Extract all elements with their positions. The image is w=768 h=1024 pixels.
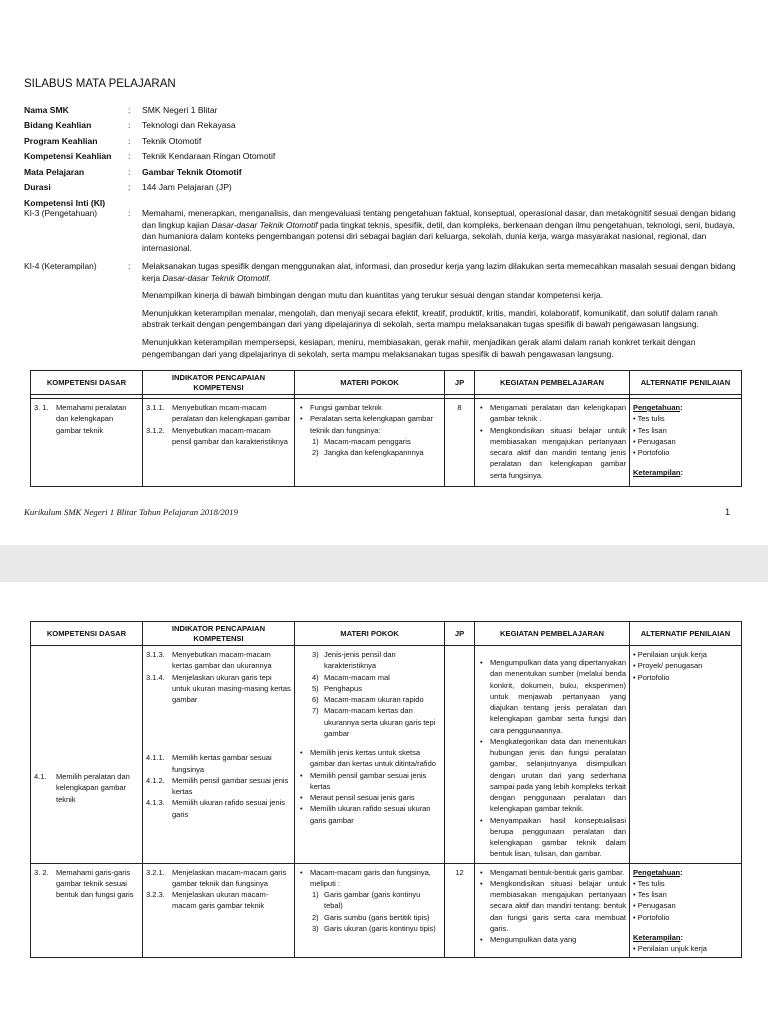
header-kegiatan: KEGIATAN PEMBELAJARAN	[475, 371, 630, 395]
materi-item: • Peralatan serta kelengkapan gambar teknik dan fungsinya:	[298, 413, 441, 436]
materi-sub-text: Macam-macam kertas dan ukurannya serta ukuran garis tepi gambar	[324, 706, 436, 738]
kegiatan-item: • Mengamati peralatan dan kelengkapan gambar teknik .	[478, 402, 626, 425]
info-value: Gambar Teknik Otomotif	[142, 166, 242, 177]
indikator-number: 4.1.2.	[146, 775, 165, 785]
info-key: Kompetensi Keahlian	[24, 151, 112, 162]
kd-text: Memilih peralatan dan kelengkapan gambar teknik	[56, 772, 130, 804]
kd-number: 4.1.	[34, 772, 47, 781]
table-row	[31, 399, 742, 487]
ki-colon: :	[128, 208, 131, 218]
materi-item: • Memilih ukuran rafido sesuai ukuran garis gambar	[298, 803, 441, 826]
penilaian-item: • Tes tulis	[633, 878, 665, 888]
penilaian-item: • Penugasan	[633, 901, 676, 911]
kd-number: 3. 2.	[34, 867, 49, 877]
materi-sub-number: 2)	[312, 912, 319, 922]
ki3-block	[24, 208, 744, 260]
indikator-text: Menjelaskan macam-macam garis gambar teknik dan fungsinya	[172, 867, 287, 888]
table-header-row	[31, 371, 742, 395]
kegiatan-item: • Mengkondisikan situasi belajar untuk membiasakan mengajukan pertanyaan secara aktif dan mandiri tentang: bentuk dan fungsi garis serta cara membuat garis.	[478, 878, 626, 934]
ki4-p2: Menampilkan kinerja di bawah bimbingan dengan mutu dan kuantitas yang terukur sesuai dengan standar kompetensi kerja.	[142, 290, 603, 301]
indikator-cell	[143, 399, 295, 487]
penilaian-heading: Keterampilan	[633, 932, 681, 942]
kd-cell	[31, 863, 143, 958]
info-row-field	[24, 118, 744, 134]
kegiatan-item: • Mengumpulkan data yang	[478, 934, 626, 945]
info-row-school	[24, 102, 744, 118]
kegiatan-item: • Mengamati bentuk-bentuk garis gambar.	[478, 867, 626, 878]
penilaian-cell: Pengetahuan: • Tes tulis • Tes lisan • Penugasan • Portofolio Keterampilan:	[630, 399, 742, 487]
header-kd: KOMPETENSI DASAR	[31, 371, 143, 395]
ki-heading: Kompetensi Inti (KI)	[24, 197, 106, 208]
penilaian-item: • Penilaian unjuk kerja	[633, 944, 707, 953]
info-value: 144 Jam Pelajaran (JP)	[142, 182, 232, 193]
indikator-cell	[143, 646, 295, 864]
document-title: SILABUS MATA PELAJARAN	[24, 78, 176, 90]
indikator-number: 3.2.1.	[146, 867, 165, 877]
kd-cell	[31, 646, 143, 864]
materi-sub-text: Jangka dan kelengkapannnya	[324, 448, 424, 457]
materi-cell	[295, 399, 445, 487]
indikator-text: Menyebutkan macam-macam kertas gambar dan ukurannya	[172, 650, 272, 671]
kd-cell	[31, 399, 143, 487]
info-key: Mata Pelajaran	[24, 166, 85, 177]
penilaian-item: • Portofolio	[633, 448, 670, 457]
page-number: 1	[725, 507, 730, 517]
materi-sub-number: 3)	[312, 650, 319, 659]
info-row-subject	[24, 164, 744, 180]
indikator-text: Menyebutkan mcam-macam peralatan dan kelengkapan gambar	[172, 403, 291, 424]
penilaian-item: • Proyek/ penugasan	[633, 661, 703, 671]
table-row	[31, 646, 742, 864]
indikator-text: Menyebutkan macam-macam pensil gambar dan karakteristiknya	[172, 425, 288, 446]
penilaian-cell: Pengetahuan: • Tes tulis • Tes lisan • Penugasan • Portofolio Keterampilan: • Penilaian unjuk kerja	[630, 863, 742, 958]
info-value: Teknologi dan Rekayasa	[142, 120, 236, 131]
header-penilaian: ALTERNATIF PENILAIAN	[630, 622, 742, 646]
header-kd: KOMPETENSI DASAR	[31, 622, 143, 646]
penilaian-item: • Penilaian unjuk kerja	[633, 650, 707, 659]
page-footer: Kurikulum SMK Negeri 1 Blitar Tahun Pelajaran 2018/2019	[24, 507, 238, 517]
syllabus-table-page2	[30, 621, 742, 958]
materi-sub-number: 1)	[312, 436, 319, 446]
info-value: Teknik Otomotif	[142, 135, 202, 146]
ki4-p1-b: .	[268, 272, 271, 283]
ki4-p4: Menunjukkan keterampilan mempersepsi, kesiapan, meniru, membiasakan, gerak mahir, menjadikan gerak alami dalam ranah konkret terkait dengan pengembangan dari yang dipelajarinya di sekolah, serta mampu melaksanakan tugas spesifik di bawah pengawasan langsung.	[142, 336, 696, 359]
penilaian-item: • Tes tulis	[633, 414, 665, 424]
info-colon: :	[128, 182, 131, 193]
kd-number: 3. 1.	[34, 403, 49, 412]
indikator-number: 3.2.3.	[146, 890, 165, 899]
materi-cell	[295, 863, 445, 958]
info-value: SMK Negeri 1 Blitar	[142, 104, 218, 115]
ki-colon: :	[128, 261, 131, 271]
materi-sub-text: Penghapus	[324, 683, 362, 693]
info-value: Teknik Kendaraan Ringan Otomotif	[142, 151, 276, 162]
ki3-text-b: pada tingkat teknis, spesifik, detil, dan kompleks, berkenaan dengan ilmu pengetahuan, teknologi, seni, budaya, dan humaniora dalam konteks pengembangan potensi diri sebagai bagian dari keluarga, sekolah, dunia kerja, warga masyarakat nasional, regional, dan internasional.	[142, 219, 735, 253]
indikator-number: 3.1.4.	[146, 672, 165, 682]
materi-sub-text: Macam-macam penggaris	[324, 436, 411, 446]
materi-sub-number: 2)	[312, 448, 319, 457]
penilaian-heading: Pengetahuan	[633, 403, 681, 412]
jp-cell: 8	[445, 399, 475, 487]
info-key: Bidang Keahlian	[24, 120, 92, 131]
ki3-text-italic: Dasar-dasar Teknik Otomotif	[211, 219, 318, 230]
syllabus-info	[24, 102, 744, 211]
kegiatan-item: • Mengkondisikan situasi belajar untuk membiasakan mengajukan pertanyaan secara aktif dan mandiri tentang jenis peralatan dan kelengkapan gambar serta fungsinya.	[478, 425, 626, 481]
header-jp: JP	[445, 622, 475, 646]
penilaian-heading: Pengetahuan	[633, 867, 681, 877]
header-jp: JP	[445, 371, 475, 395]
materi-sub-text: Garis ukuran (garis kontinyu tipis)	[324, 923, 436, 933]
info-row-competency	[24, 149, 744, 165]
penilaian-item: • Tes lisan	[633, 425, 667, 435]
materi-sub-number: 5)	[312, 683, 319, 693]
header-kegiatan: KEGIATAN PEMBELAJARAN	[475, 622, 630, 646]
materi-item: • Meraut pensil sesuai jenis garis	[298, 792, 441, 803]
header-indikator: INDIKATOR PENCAPAIAN KOMPETENSI	[143, 371, 295, 395]
indikator-number: 3.1.1.	[146, 403, 165, 412]
ki4-key: KI-4 (Keterampilan)	[24, 261, 97, 271]
materi-sub-number: 6)	[312, 695, 319, 704]
materi-cell	[295, 646, 445, 864]
ki4-block	[24, 261, 744, 366]
info-key: Program Keahlian	[24, 135, 98, 146]
table-header-row	[31, 622, 742, 646]
indikator-text: Menjelaskan ukuran macam-macam garis gambar teknik	[172, 890, 269, 911]
ki4-p3: Menunjukkan keterampilan menalar, mengolah, dan menyaji secara efektif, kreatif, produktif, kritis, mandiri, kolaboratif, komunikatif, dan solutif dalam ranah abstrak terkait dengan pengembangan dari yang dipelajarinya di sekolah, serta mampu melaksanakan tugas spesifik di bawah pengawasan langsung.	[142, 307, 718, 330]
indikator-number: 4.1.1.	[146, 753, 165, 763]
ki4-p1-italic: Dasar-dasar Teknik Otomotif	[162, 272, 269, 283]
indikator-cell	[143, 863, 295, 958]
header-penilaian: ALTERNATIF PENILAIAN	[630, 371, 742, 395]
penilaian-item: • Tes lisan	[633, 890, 667, 899]
materi-sub-text: Garis sumbu (garis bertitik tipis)	[324, 912, 430, 922]
info-colon: :	[128, 120, 131, 131]
materi-item: • Fungsi gambar teknik	[298, 402, 441, 413]
ki3-text	[142, 208, 744, 260]
indikator-text: Memilih pensil gambar sesuai jenis kertas	[172, 775, 289, 796]
penilaian-item: • Portofolio	[633, 672, 670, 682]
info-row-duration	[24, 180, 744, 196]
ki4-p1-a: Melaksanakan tugas spesifik dengan menggunakan alat, informasi, dan prosedur kerja yang lazim dilakukan serta memecahkan masalah sesuai dengan bidang kerja	[142, 261, 736, 283]
materi-sub-text: Garis gambar (garis kontinyu tebal)	[324, 890, 421, 911]
penilaian-cell	[630, 646, 742, 864]
jp-cell: 12	[445, 863, 475, 958]
table-row	[31, 863, 742, 958]
info-row-program	[24, 133, 744, 149]
materi-item: • Memilih pensil gambar sesuai jenis kertas	[298, 770, 441, 793]
info-colon: :	[128, 166, 131, 177]
materi-sub-text: Macam-macam ukuran rapido	[324, 695, 424, 704]
ki3-text-a: Memahami, menerapkan, menganalisis, dan mengevaluasi tentang pengetahuan faktual, konseptual, operasional dasar, dan metakognitif sesuai dengan bidang dan lingkup kajian	[142, 208, 736, 230]
penilaian-item: • Portofolio	[633, 912, 670, 922]
indikator-text: Memilih kertas gambar sesuai fungsinya	[172, 753, 272, 774]
materi-sub-number: 4)	[312, 672, 319, 682]
syllabus-table-page1	[30, 370, 742, 487]
document-page-2	[0, 582, 768, 1024]
kd-text: Memahami garis-garis gambar teknik sesuai bentuk dan fungsi garis	[56, 867, 134, 899]
info-key: Durasi	[24, 182, 51, 193]
materi-sub-number: 1)	[312, 890, 319, 899]
info-colon: :	[128, 135, 131, 146]
indikator-text: Memilih ukuran rafido sesuai jenis garis	[172, 798, 285, 819]
info-key: Nama SMK	[24, 104, 69, 115]
penilaian-item: • Penugasan	[633, 436, 676, 446]
materi-sub-number: 7)	[312, 706, 319, 716]
info-colon: :	[128, 151, 131, 162]
header-indikator: INDIKATOR PENCAPAIAN KOMPETENSI	[143, 622, 295, 646]
header-materi: MATERI POKOK	[295, 622, 445, 646]
materi-sub-text: Jenis-jenis pensil dan karakteristiknya	[324, 650, 396, 671]
penilaian-heading: Keterampilan	[633, 468, 681, 478]
materi-sub-text: Macam-macam mal	[324, 672, 390, 682]
kegiatan-cell	[475, 646, 630, 864]
ki4-text	[142, 261, 744, 366]
header-materi: MATERI POKOK	[295, 371, 445, 395]
kegiatan-item: • Mengumpulkan data yang dipertanyakan dan menentukan sumber (melalui benda konkrit, dokumen, buku, eksperimen) untuk menjawab pertanyaan yang diajukan tentang jenis peralatan dan kelengkapan gambar serta fungsi dan cara penggunaannya.	[478, 657, 626, 736]
kegiatan-item: • Menyampaikan hasil konseptualisasi berupa penggunaan peralatan dan kelengkapan gambar teknik dalam bentuk lisan, tulisan, dan gambar.	[478, 815, 626, 860]
indikator-number: 3.1.2.	[146, 425, 165, 435]
jp-cell	[445, 646, 475, 864]
indikator-number: 4.1.3.	[146, 798, 165, 808]
materi-item: • Macam-macam garis dan fungsinya, meliputi :	[298, 867, 441, 890]
ki3-key: KI-3 (Pengetahuan)	[24, 208, 98, 218]
kegiatan-cell	[475, 399, 630, 487]
materi-item: • Memilih jenis kertas untuk sketsa gambar dan kertas untuk ditinta/rafido	[298, 747, 441, 770]
materi-sub-number: 3)	[312, 923, 319, 933]
indikator-number: 3.1.3.	[146, 650, 165, 659]
kegiatan-item: • Mengkategorikan data dan menentukan hubungan jenis dan fungsi peralatan gambar, selanjutnyanya disimpulkan dengan urutan dari yang sederhana sampai pada yang lebih kompleks terkait dengan penggunaan peralatan dan kelengkapan gambar teknik.	[478, 736, 626, 815]
kd-text: Memahami peralatan dan kelengkapan gambar teknik	[56, 403, 127, 435]
indikator-text: Menjelaskan ukuran garis tepi untuk ukuran masing-masing kertas gambar	[172, 672, 291, 704]
kegiatan-cell	[475, 863, 630, 958]
info-colon: :	[128, 104, 131, 115]
